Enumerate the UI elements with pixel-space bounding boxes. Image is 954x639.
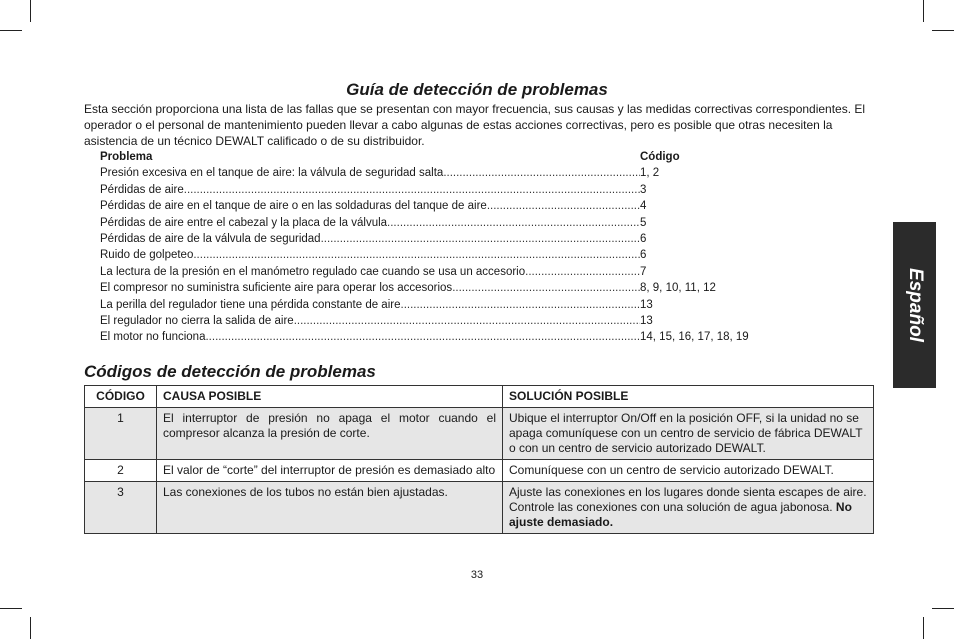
problem-code: 1, 2: [640, 167, 660, 180]
language-label: Español: [904, 268, 926, 342]
column-header-cause: CAUSA POSIBLE: [157, 386, 503, 408]
problem-label: Pérdidas de aire entre el cabezal y la placa de la válvula: [100, 216, 388, 229]
table-row: [85, 482, 874, 534]
problem-index-header: [100, 147, 780, 163]
problem-index-row: [100, 311, 780, 327]
crop-mark: [30, 617, 31, 639]
problem-code: 5: [640, 216, 647, 229]
solution-cell: [503, 460, 874, 482]
problem-index-row: [100, 261, 780, 277]
problem-code: 6: [640, 232, 647, 245]
problem-code: 7: [640, 265, 647, 278]
problem-index-row: [100, 245, 780, 261]
problem-index-row: [100, 229, 780, 245]
dot-leader: [184, 184, 640, 196]
problem-code: 13: [640, 298, 653, 311]
problem-code: 14, 15, 16, 17, 18, 19: [640, 331, 749, 344]
code-cell: 3: [85, 482, 157, 534]
cause-cell: El valor de “corte” del interruptor de presión es demasiado alto: [157, 460, 503, 482]
table-row: [85, 460, 874, 482]
crop-mark: [0, 30, 22, 31]
problem-label: El compresor no suministra suficiente aire para operar los accesorios: [100, 282, 453, 295]
dot-leader: [387, 217, 640, 229]
problem-label: La perilla del regulador tiene una pérdida constante de aire: [100, 298, 401, 311]
table-header-row: [85, 386, 874, 408]
problem-code: 4: [640, 200, 647, 213]
problem-label: La lectura de la presión en el manómetro regulado cae cuando se usa un accesorio: [100, 265, 526, 278]
problem-label: El regulador no cierra la salida de aire: [100, 314, 294, 327]
problem-label: Ruido de golpeteo: [100, 249, 194, 262]
problem-index-row: [100, 294, 780, 310]
code-cell: 1: [85, 408, 157, 460]
dot-leader: [525, 266, 640, 278]
crop-mark: [923, 0, 924, 22]
dot-leader: [321, 233, 640, 245]
problem-index-row: [100, 278, 780, 294]
dot-leader: [452, 282, 640, 294]
problem-label: Pérdidas de aire de la válvula de seguridad: [100, 232, 321, 245]
problem-index: [100, 147, 780, 343]
problem-index-row: [100, 196, 780, 212]
crop-mark: [30, 0, 31, 22]
solution-cell: [503, 482, 874, 534]
problem-index-row: [100, 327, 780, 343]
problem-code: 13: [640, 314, 653, 327]
dot-leader: [487, 200, 640, 212]
solution-text: Ajuste las conexiones en los lugares donde sienta escapes de aire. Controle las conexiones con una solución de agua jabonosa.: [509, 485, 867, 514]
solution-text: Ubique el interruptor On/Off en la posición OFF, si la unidad no se apaga comuníquese con un centro de servicio de fábrica DEWALT o con un centro de servicio autorizado DEWALT.: [509, 411, 863, 455]
problem-column-header: Problema: [100, 151, 153, 163]
problem-label: Pérdidas de aire: [100, 183, 184, 196]
codes-section-title: Códigos de detección de problemas: [84, 362, 376, 381]
crop-mark: [932, 30, 954, 31]
problem-label: Pérdidas de aire en el tanque de aire o en las soldaduras del tanque de aire: [100, 200, 487, 213]
page-title: Guía de detección de problemas: [346, 80, 608, 99]
troubleshooting-table: [84, 385, 874, 534]
problem-index-row: [100, 212, 780, 228]
table-row: [85, 408, 874, 460]
crop-mark: [923, 617, 924, 639]
solution-emphasis: No ajuste demasiado.: [509, 500, 852, 529]
solution-cell: [503, 408, 874, 460]
problem-label: Presión excesiva en el tanque de aire: la válvula de seguridad salta: [100, 167, 444, 180]
crop-mark: [932, 608, 954, 609]
page-number: 33: [470, 569, 484, 581]
problem-index-row: [100, 163, 780, 179]
code-column-header: Código: [640, 151, 680, 163]
language-side-tab: [893, 222, 936, 388]
cause-cell: El interruptor de presión no apaga el motor cuando el compresor alcanza la presión de corte.: [157, 408, 503, 460]
column-header-solution: SOLUCIÓN POSIBLE: [503, 386, 874, 408]
dot-leader: [193, 249, 640, 261]
problem-code: 3: [640, 183, 647, 196]
cause-cell: Las conexiones de los tubos no están bien ajustadas.: [157, 482, 503, 534]
dot-leader: [294, 315, 640, 327]
column-header-code: CÓDIGO: [85, 386, 157, 408]
problem-label: El motor no funciona: [100, 331, 206, 344]
code-cell: 2: [85, 460, 157, 482]
problem-code: 8, 9, 10, 11, 12: [640, 282, 716, 295]
intro-paragraph: Esta sección proporciona una lista de las fallas que se presentan con mayor frecuencia, sus causas y las medidas correctivas correspondientes. El operador o el personal de mantenimiento pueden llevar a cabo algunas de estas acciones correctivas, pero es posible que otras necesiten la asistencia de un técnico DEWALT calificado o de su distribuidor.: [84, 102, 866, 148]
dot-leader: [205, 331, 640, 343]
solution-text: Comuníquese con un centro de servicio autorizado DEWALT.: [509, 463, 834, 477]
problem-code: 6: [640, 249, 647, 262]
problem-index-row: [100, 179, 780, 195]
dot-leader: [443, 167, 640, 179]
crop-mark: [0, 608, 22, 609]
dot-leader: [401, 299, 641, 311]
